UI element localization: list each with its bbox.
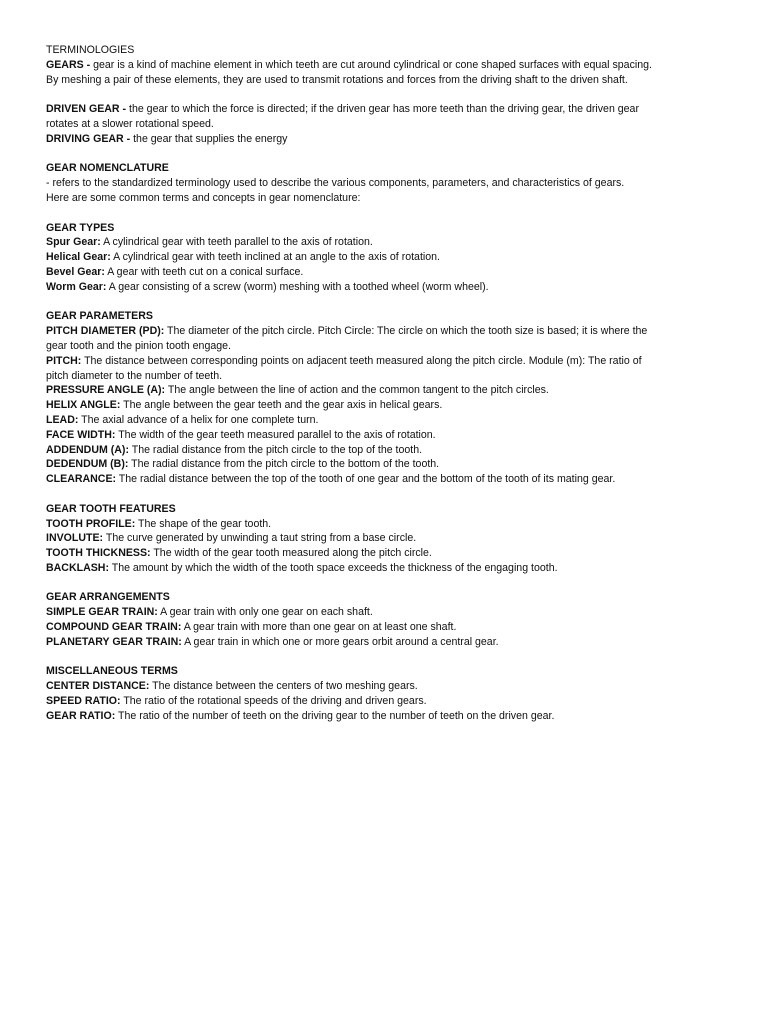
gears-definition-cont: By meshing a pair of these elements, they are used to transmit rotations and forces from the driving shaft to the driven shaft. bbox=[46, 73, 628, 86]
list-item-cont: gear tooth and the pinion tooth engage. bbox=[46, 339, 231, 352]
nomenclature-text: - refers to the standardized terminology used to describe the various components, parameters, and characteristics of gears. bbox=[46, 177, 625, 190]
list-item: TOOTH PROFILE: The shape of the gear tooth. bbox=[46, 517, 272, 530]
driving-gear-term: DRIVING GEAR - bbox=[46, 132, 131, 145]
list-item: LEAD: The axial advance of a helix for one complete turn. bbox=[46, 413, 319, 426]
spacer bbox=[46, 487, 728, 502]
list-item: BACKLASH: The amount by which the width of the tooth space exceeds the thickness of the engaging tooth. bbox=[46, 561, 558, 574]
list-item: COMPOUND GEAR TRAIN: A gear train with more than one gear on at least one shaft. bbox=[46, 621, 457, 634]
driven-gear-definition: DRIVEN GEAR - the gear to which the force is directed; if the driven gear has more teeth than the driving gear, the driven gear bbox=[46, 103, 639, 116]
list-item: Bevel Gear: A gear with teeth cut on a conical surface. bbox=[46, 265, 304, 278]
list-item: TOOTH THICKNESS: The width of the gear tooth measured along the pitch circle. bbox=[46, 547, 432, 560]
driven-gear-definition-cont: rotates at a slower rotational speed. bbox=[46, 117, 214, 130]
list-item: CENTER DISTANCE: The distance between the centers of two meshing gears. bbox=[46, 680, 418, 693]
document-heading: TERMINOLOGIES bbox=[46, 44, 135, 56]
list-item: ADDENDUM (A): The radial distance from the pitch circle to the top of the tooth. bbox=[46, 443, 423, 456]
spacer bbox=[46, 87, 728, 102]
list-item: PITCH: The distance between corresponding points on adjacent teeth measured along the pitch circle. Module (m): The ratio of bbox=[46, 354, 642, 367]
list-item-cont: pitch diameter to the number of teeth. bbox=[46, 369, 223, 382]
list-item: INVOLUTE: The curve generated by unwinding a taut string from a base circle. bbox=[46, 532, 417, 545]
spacer bbox=[46, 650, 728, 665]
spacer bbox=[46, 576, 728, 591]
list-item: PLANETARY GEAR TRAIN: A gear train in which one or more gears orbit around a central gear. bbox=[46, 635, 499, 648]
list-item: SPEED RATIO: The ratio of the rotational speeds of the driving and driven gears. bbox=[46, 695, 427, 708]
list-item: Spur Gear: A cylindrical gear with teeth parallel to the axis of rotation. bbox=[46, 236, 373, 249]
section-title-arrangements: GEAR ARRANGEMENTS bbox=[46, 591, 170, 604]
list-item: CLEARANCE: The radial distance between the top of the tooth of one gear and the bottom of the tooth of its mating gear. bbox=[46, 473, 616, 486]
section-title-misc: MISCELLANEOUS TERMS bbox=[46, 665, 178, 678]
nomenclature-text-cont: Here are some common terms and concepts in gear nomenclature: bbox=[46, 191, 361, 204]
gears-definition: GEARS - gear is a kind of machine element in which teeth are cut around cylindrical or cone shaped surfaces with equal spacing. bbox=[46, 58, 652, 71]
section-title-gear-parameters: GEAR PARAMETERS bbox=[46, 310, 153, 323]
list-item: PITCH DIAMETER (PD): The diameter of the pitch circle. Pitch Circle: The circle on which the tooth size is based; it is where the bbox=[46, 325, 648, 338]
list-item: SIMPLE GEAR TRAIN: A gear train with only one gear on each shaft. bbox=[46, 606, 373, 619]
spacer bbox=[46, 206, 728, 221]
list-item: Worm Gear: A gear consisting of a screw (worm) meshing with a toothed wheel (worm wheel). bbox=[46, 280, 489, 293]
section-title-gear-types: GEAR TYPES bbox=[46, 221, 115, 234]
list-item: Helical Gear: A cylindrical gear with teeth inclined at an angle to the axis of rotation. bbox=[46, 251, 440, 264]
spacer bbox=[46, 147, 728, 162]
list-item: DEDENDUM (B): The radial distance from the pitch circle to the bottom of the tooth. bbox=[46, 458, 440, 471]
section-title-nomenclature: GEAR NOMENCLATURE bbox=[46, 162, 169, 175]
driving-gear-definition: DRIVING GEAR - the gear that supplies the energy bbox=[46, 132, 288, 145]
driven-gear-term: DRIVEN GEAR - bbox=[46, 103, 127, 116]
list-item: PRESSURE ANGLE (A): The angle between the line of action and the common tangent to the pitch circles. bbox=[46, 384, 549, 397]
spacer bbox=[46, 295, 728, 310]
section-title-tooth-features: GEAR TOOTH FEATURES bbox=[46, 502, 176, 515]
list-item: GEAR RATIO: The ratio of the number of teeth on the driving gear to the number of teeth on the driven gear. bbox=[46, 709, 555, 722]
list-item: HELIX ANGLE: The angle between the gear teeth and the gear axis in helical gears. bbox=[46, 399, 443, 412]
list-item: FACE WIDTH: The width of the gear teeth measured parallel to the axis of rotation. bbox=[46, 428, 436, 441]
gears-term: GEARS - bbox=[46, 58, 91, 71]
